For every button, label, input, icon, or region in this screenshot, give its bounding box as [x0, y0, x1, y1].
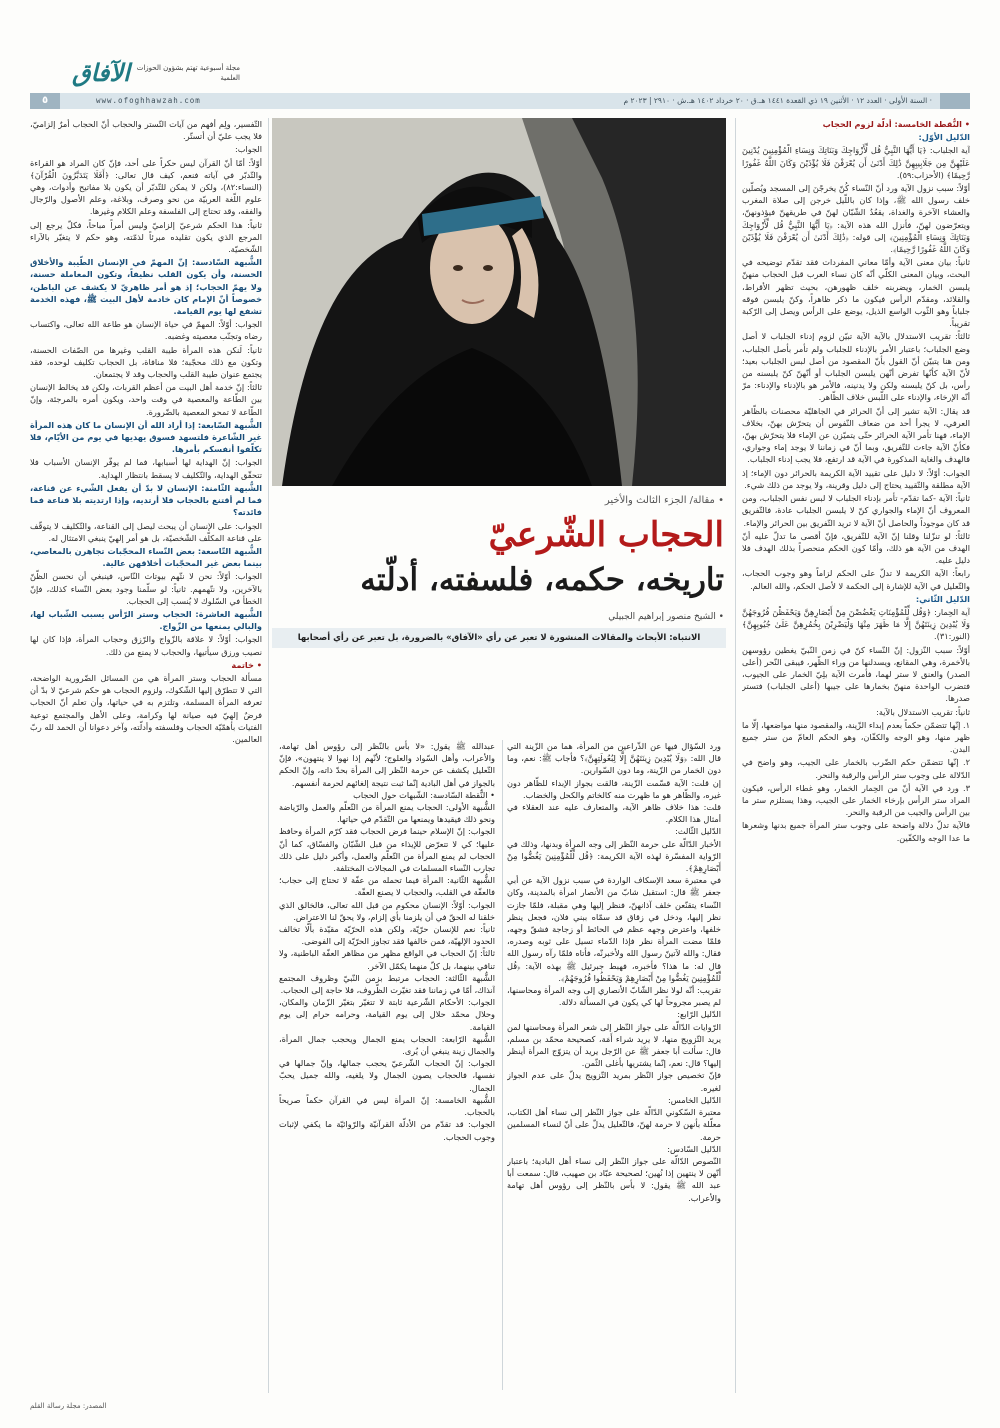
paragraph: ثالثاً: لو تنزّلنا وقلنا إنّ الآية للتّفريق، فإنّ أقصى ما تدلّ عليه أنّ الهدف من الآية هو ذلك، وأمّا كون الحكم منحصراً بذلك الهدف فلا دليل عليه. — [742, 530, 970, 566]
subsection-heading: الدّليل الخامس: — [668, 1094, 721, 1105]
text-column-middle-right — [507, 740, 721, 1390]
paragraph: ثالثاً: إنّ الحجاب في الواقع مظهر من مظاهر العفّة الباطنية، ولا تنافي بينهما، بل كلّ منهما يكمّل الآخر. — [279, 948, 495, 971]
paragraph: الأخبار الدّالّة على حرمة النّظر إلى وجه المرأة وبدنها، وذلك في الرّواية المفسّرة لهذه الآية الكريمة: ﴿قُل لِّلْمُؤْمِنِينَ يَغُضُّوا مِنْ أَبْصَارِهِمْ﴾. — [507, 838, 721, 874]
section-heading: • خاتمة — [231, 659, 262, 670]
paragraph: التّفسير، ولِم أفهم من آيات التّستر والحجاب أنّ الحجاب أمرٌ إلزاميّ، فلا يجب عليّ أن أتستّر. — [30, 119, 262, 142]
magazine-logo[interactable] — [72, 58, 252, 92]
column-divider — [502, 740, 503, 1390]
issue-info: · السنة الأولى · العدد ١٢ · الأثنين ١٩ ذي القعدة ١٤٤١ هـ.ق · ٢٠ خرداد ١٤٠٢ هـ.ش · ٢٩١٠ | ٢٠٢٣ م — [623, 96, 932, 105]
paragraph: الجواب: الأحكام الشّرعية ثابتة لا تتغيّر بتغيّر الزّمان والمكان، وحلال محمّد حلال إلى يوم القيامة، وحرامه حرام إلى يوم القيامة. — [279, 997, 495, 1032]
column-divider — [735, 118, 736, 1393]
doubt-heading: الشُّبهة الأولى: الحجاب يمنع المرأة من التّعلّم والعمل والرّياضة ونحو ذلك فيقيدها ويمنعها من التّقدّم في حياتها. — [279, 802, 495, 825]
doubt-heading: الشُّبهة الثّالثة: الحجاب مرتبط بزمن النّبيّ وظروف المجتمع آنذاك، أمّا في زماننا فقد تغيّرت الظّروف، فلا حاجة إلى الحجاب. — [279, 972, 495, 996]
paragraph: رابعاً: الآية الكريمة لا تدلّ على الحكم لزاماً وهو وجوب الحجاب، والتّعليل في الآية للإشارة إلى الحكمة لا لأصل الحكم، والله العالم. — [742, 568, 970, 591]
paragraph: الرّوايات الدّالّة على جواز النّظر إلى شعر المرأة ومحاسنها لمن يريد التّزويج منها، لا يريد شراء أَمَة، كصحيحة محمّد بن مسلم، قال: سألت أبا جعفر ﷺ عن الرّجل يريد أن يتزوّج المرأة أينظر إليها؟ قال: نعم، إنّما يشتريها بأغلى الثّمن. — [507, 1021, 721, 1069]
paragraph: الجواب: أوّلاً: لا دليل على تقييد الآية الكريمة بالحرائر دون الإماء؛ إذ الآية مطلقة والتّقييد يحتاج إلى دليل وقرينة، ولا يوجد من ذلك شيء. — [742, 467, 970, 490]
paragraph: النّصوص الدّالّة على جواز النّظر إلى نساء أهل البادية؛ باعتبار أنّهن لا ينتهين إذا نُهين؛ لصحيحة عبّاد بن صهيب، قال: سمعت أبا عبد الله ﷺ يقول: لا بأس بالنّظر إلى رؤوس أهل تهامة والأعراب. — [507, 1155, 721, 1203]
paragraph: ٣. ورد في الآية أنّ من الحِمار الخمار، وهو غطاء الرأس، فيكون المراد ستر الرأس بإرخاء الخمار على الجيب، وهذا يستلزم ستر ما بين الرأس والجيب من الرقبة والنحر. — [742, 782, 970, 818]
paragraph: ثالثاً: تقريب الاستدلال بالآية الآية تبيّن لزوم إدناء الجلباب لا أصل وضع الجلباب؛ باعتبار الأمر بالإدناء للجلباب ولم تأمر بأصل الجلباب، ومن هنا يتبيّن أنّ القول بأنّ المقصود من أصل لبس الجلباب بعيد؛ لأنّ الآية كأنّها تفرض أنّهن يلبسن الجلباب أو أنّهنّ كنّ يلبسنه من رأس، بل كنّ يلبسنه ولكن ولا يدنينه، فالأمر هو بالإدناء والإدناء: مرّ أنّه الإرخاء، والإدناء على اللّبس خلاف الظّاهر. — [742, 331, 970, 403]
doubt-heading: الشُّبهة السّابعة: إذا أراد الله أن الإنسان ما كان هذه المرأة غير الشّاعرة فلتسهد فسوق يهديها في يوم من الأيّام، فلا تكلّفوا أنفسكم بأمرها. — [30, 419, 262, 455]
paragraph: الجواب: أوّلاً: نحن لا نتّهم بيوتات النّاس، فينبغي أن نحسن الظّنّ بالآخرين، ولا نتّهمهم. ثانياً: لو سلّمنا وجود بعض النّساء كذلك، فإنّ الخطأ في السّلوك لا يُنسب إلى الحجاب. — [30, 571, 262, 606]
paragraph: إن قلت: الآية قسّمت الزّينة، فالقت بجواز الإبداء للظّاهر دون غيره، والظّاهر هو ما ظهرت منه كالخاتم والكحل والخضاب. — [507, 777, 721, 800]
paragraph: الجواب: أوّلاً: لا علاقة بالزّواج والرّزق وحجاب المرأة، فإذا كان لها نصيب ورزق سيأتيها، والحجاب لا يمنع من ذلك. — [30, 634, 262, 657]
paragraph: ورد السّؤال فيها عن الذّراعين من المرأة، هما من الزّينة التي قال الله: ﴿وَلَا يُبْدِينَ زِينَتَهُنَّ إِلَّا لِبُعُولَتِهِنَّ﴾؟ فأجاب ﷺ: نعم، وما دون الخمار من الزّينة، وما دون السّوارين. — [507, 741, 721, 776]
editorial-disclaimer: الانتباه: الأبحاث والمقالات المنشورة لا تعبر عن رأي «الآفاق» بالضرورة، بل تعبر عن رأي أصحابها — [272, 628, 726, 648]
paragraph: آية الجلباب: ﴿يَا أَيُّهَا النَّبِيُّ قُل لِّأَزْوَاجِكَ وَبَنَاتِكَ وَنِسَاءِ الْمُؤْمِنِينَ يُدْنِينَ عَلَيْهِنَّ مِن جَلَابِيبِهِنَّ ذَٰلِكَ أَدْنَىٰ أَن يُعْرَفْنَ فَلَا يُؤْذَيْنَ وَكَانَ اللَّهُ غَفُورًا رَّحِيمًا﴾ (الأحزاب:٥٩). — [742, 145, 970, 180]
text-column-right — [742, 118, 970, 1393]
subsection-heading: الدّليل الثّاني: — [915, 593, 970, 604]
page-number: ٥ — [30, 93, 60, 109]
doubt-heading: الشُّبهة الثّانية: المرأة فيما تحمله من عفّة لا تحتاج إلى حجاب؛ فالعفّة في القلب، والحجاب لا يصنع العفّة. — [279, 875, 495, 898]
doubt-heading: الشُّبهة الرّابعة: الحجاب يمنع الجمال ويحجب جمال المرأة، والجمال زينة ينبغي أن يُرى. — [279, 1033, 495, 1057]
paragraph: فالآية تدلّ دلالة واضحة على وجوب ستر المرأة جميع بدنها وشعرها ما عدا الوجه والكفّين. — [742, 820, 970, 843]
paragraph: تقريب: أنّه لولا نظر الشّابّ الأنصاري إلى وجه المرأة ومحاسنها، لم يصبر مجروحاً لها كي يكون في المسألة دلالة. — [507, 985, 721, 1008]
site-url[interactable]: www.ofoghhawzah.com — [96, 96, 201, 105]
paragraph: الجواب: إنّ الحجاب الشّرعيّ يحجب جمالها، وإنّ جمالها في نفسها، فالحجاب يصون الجمال ولا يلغيه، والله جميل يحبّ الجمال. — [279, 1058, 495, 1093]
paragraph: مسألة الحجاب وستر المرأة هي من المسائل الضّرورية الواضحة، التي لا تتطرّق إليها الشّكوك، ولزوم الحجاب هو حكم شرعيّ لا بدّ أن تعرفه المرأة المسلمة، وتلتزم به في حياتها، وأن تعلم أنّ الحجاب فرضٌ إلهيّ فيه صيانة لها وكرامة، وعلى الأهل والمجتمع توعية الفتيات بأهمّيّة الحجاب وفلسفته وأدلّته، وآخر دعوانا أن الحمد لله ربّ العالمين. — [30, 672, 262, 744]
paragraph: ١. إنّها تتضمّن حكماً بعدم إبداء الزّينة، والمقصود منها مواضعها، إلّا ما ظهر منها، وهو الوجه والكفّان، وهو الحكم العامّ من ستر جميع البدن. — [742, 719, 970, 755]
article-source: المصدر: مجلة رسالة القلم — [30, 1402, 107, 1410]
subsection-heading: الدّليل الرّابع: — [677, 1009, 721, 1020]
section-heading: • النُّقطة السّادسة: الشّبهات حول الحجاب — [353, 789, 495, 800]
paragraph: أوّلاً: سبب نزول الآية ورد أنّ النّساء كُنّ يخرجْنَ إلى المسجد ويُصلّين خلف رسول الله ﷺ، وإذا كان باللّيل خرجن إلى صلاة المغرب والعشاء الآخرة والغداة، يقعُدُ الشّبّان لهنّ في طريقهنّ فيؤذونهنّ، ويتعرّضون لهنّ، فأنزل الله هذه الآية: ﴿يَا أَيُّهَا النَّبِيُّ قُل لِّأَزْوَاجِكَ وَبَنَاتِكَ وَنِسَاءِ الْمُؤْمِنِينَ﴾ إلى قوله: ﴿ذَٰلِكَ أَدْنَىٰ أَن يُعْرَفْنَ فَلَا يُؤْذَيْنَ وَكَانَ اللَّهُ غَفُورًا رَّحِيمًا﴾. — [742, 183, 970, 255]
paragraph: ثالثاً: إنّ خدمة أهل البيت من أعظم القربات، ولكن قد يخالط الإنسان بين الطّاعة والمعصية في وقت واحد، ويكون أمره بالمرجئة، وإنّ الطّاعة لا تمحو المعصية بالضّرورة. — [30, 382, 262, 417]
doubt-heading: الشُّبهة الخامسة: إنّ المرأة ليس في القرآن حكماً صريحاً بالحجاب. — [279, 1094, 495, 1118]
header-block-right — [940, 93, 970, 109]
paragraph: ثانياً: نعم للإنسان حرّيّة، ولكن هذه الحرّيّة مقيّدة بألّا تخالف الحدود الإلهيّة، فمن خالفها فقد تجاوز الحرّيّة إلى الفوضى. — [279, 924, 495, 947]
paragraph: الجواب: قد تقدّم من الأدلّة القرآنيّة والرّوائيّة ما يكفي لإثبات وجوب الحجاب. — [279, 1119, 495, 1142]
doubt-heading: الشُّبهة التّاسعة: بعض النّساء المحجّبات تجاهرن بالمعاصي، بينما بعض غير المحجّبات أخلاقهن عالية. — [30, 545, 262, 569]
paragraph: الجواب: إنّ الإسلام حينما فرض الحجاب فقد كرّم المرأة وحافظ عليها؛ كي لا تتعرّض للإيذاء من قبل الشّبّان والفسّاق، كما أنّ الحجاب لم يمنع المرأة من التّعلّم والعمل، وأكبر دليل على ذلك تجارب النّساء المسلمات في المجالات المختلفة. — [279, 826, 495, 874]
text-column-middle-left — [279, 740, 495, 1390]
issue-strip — [30, 93, 970, 109]
paragraph: آية الحِمار: ﴿وَقُل لِّلْمُؤْمِنَاتِ يَغْضُضْنَ مِنْ أَبْصَارِهِنَّ وَيَحْفَظْنَ فُرُوجَهُنَّ وَلَا يُبْدِينَ زِينَتَهُنَّ إِلَّا مَا ظَهَرَ مِنْهَا وَلْيَضْرِبْنَ بِخُمُرِهِنَّ عَلَىٰ جُيُوبِهِنَّ﴾ (النور:٣١). — [742, 606, 970, 642]
paragraph: الجواب: إنّ الهداية لها أسبابها، فما لم يوفّر الإنسان الأسباب فلا تتحقّق الهداية، والتّكليف لا يسقط بانتظار الهداية. — [30, 457, 262, 480]
paragraph: قد يقال: الآية تشير إلى أنّ الحرائر في الجاهليّة محصنات بالظّاهر العرفي، لا يجرأ أحد من ضعاف النّفوس أن يتحرّش بهنّ، بخلاف الإماء، فهنا تأمر الآية الحرائر حتّى يتميّزن عن الإماء فلا يتحرّش بهنّ، فكأنّ الآية جاءت للتّفريق، وبما أنّ في زماننا لا يوجد إماء وجواري، فالهدف والغاية المذكورة في الآية قد ارتفع، فلا يجب إدناء الجلباب. — [742, 405, 970, 465]
paragraph: أوّلاً: سبب النّزول: إنّ النّساء كنّ في زمن النّبيّ يغطين رؤوسهن بالأخمرة، وهي المقانع، ويسدلنها من وراء الظّهر، فيبقى النّحر (أعلى الصدر) والعنق لا ستر لهما، فأمرت الآية بلِيّ الخمار على الجيوب، فتضرب الواحدة منهنّ بخمارها على جيبها (أعلى الجلباب) فتستر صدرها. — [742, 644, 970, 704]
text-column-left — [30, 118, 262, 1393]
logo-tagline: مجلة أسبوعية تهتم بشؤون الحوزات العلمية — [136, 64, 240, 82]
paragraph: الجواب: — [234, 144, 262, 155]
article-subtitle: تاريخه، حكمه، فلسفته، أدلّته — [360, 562, 724, 598]
paragraph: ثانياً: لَنكن هذه المرأة طيبة القلب وغيرها من الصّفات الحسنة، وتكون مع ذلك محجّبة؛ فلا منافاة، بل الحجاب تكليف لوحده، فقد يجتمع عنوان طيبة القلب والحجاب وقد لا يجتمعان. — [30, 344, 262, 380]
paragraph: ثانياً: تقريب الاستدلال بالآية: — [876, 706, 970, 717]
article-author: • الشيخ منصور إبراهيم الجبيلي — [608, 612, 724, 622]
subsection-heading: الدّليل الثّالث: — [675, 826, 721, 837]
article-title: الحجاب الشّرعيّ — [488, 515, 724, 555]
paragraph: أوّلاً: أمّا أنّ القرآن ليس حكراً على أحد، فإنّ كان المراد هو القراءة والتّدبّر في آياته فنعم، كيف قال تعالى: ﴿أَفَلَا يَتَدَبَّرُونَ الْقُرْآنَ﴾ (النساء:٨٢)، ولكن لا يمكن للتّدبّر أن يكون بلا مفاتيح وأدوات، وهي علوم اللّغة العربيّة من نحو وصرف، وبلاغة، وعلم الأصول والرّجال والفقه، وقد تحتاج إلى الفلسفة وعلم الكلام وغيرها. — [30, 157, 262, 217]
doubt-heading: الشُّبهة العاشرة: الحجاب وستر الرّأس يسبب الشّباب لها، والبالي يمنعها من الزّواج. — [30, 608, 262, 632]
photo-illustration — [272, 118, 726, 486]
subsection-heading: الدّليل الأوّل: — [918, 132, 970, 143]
paragraph: الجواب: أوّلاً: الإنسان محكوم من قبل الله تعالى، فالخالق الذي خلقنا له الحقّ في أن يلزمنا بأي إلزام، ولا يحقّ لنا الاعتراض. — [279, 899, 495, 922]
paragraph: فإنّ تخصيص جواز النّظر بمريد التّزويج يدلّ على عدم الجواز لغيره. — [507, 1070, 721, 1093]
paragraph: الجواب: على الإنسان أن يبحث ليصل إلى القناعة، والتّكليف لا يتوقّف على قناعة المكلّف الشّخصيّة، بل هو أمر إلهيّ ينبغي الامتثال له. — [30, 520, 262, 543]
doubt-heading: الشُّبهة السّادسة: إنّ المهمّ في الإنسان الطّيبة والأخلاق الحسنة، وأن يكون القلب نظيفاً، وتكون المعاملة حسنة، ولا يهمّ الحجاب؛ إذ هو أمر ظاهريّ لا يكشف عن الباطن، خصوصاً أنّ الإمام كان خادمة لأهل البيت ﷺ، فهذه الخدمة تشفع لها يوم القيامة. — [30, 257, 262, 317]
section-heading: • النُّقطة الخامسة: أدلّة لزوم الحجاب — [822, 119, 970, 129]
subsection-heading: الدّليل السّادس: — [667, 1143, 721, 1154]
hijab-photo — [272, 118, 726, 486]
article-kicker: • مقالة/ الجزء الثالث والأخير — [604, 495, 724, 506]
paragraph: ثانياً: هذا الحكم شرعيّ إلزاميّ وليس أمراً مباحاً، فكلّ يرجع إلى المرجع الذي يكون تقليده مبرئاً لذمّته، وهو حكم لا يتغيّر بالآراء الشّخصيّة. — [30, 219, 262, 255]
paragraph: قلت: هذا خلاف ظاهر الآية، والمتعارف عليه عند العقلاء في أمثال هذا الكلام. — [507, 802, 721, 825]
paragraph: ثانياً: الآية -كما تقدّم- تأمر بإدناء الجلباب لا لبس نفس الجلباب، ومن المعروف أنّ الإماء والجواري كنّ لا يلبسن الجلباب عادة، فالتّفريق قد كان موجوداً والحاصل أنّ الآية لا تريد التّفريق بين الحرائر والإماء. — [742, 493, 970, 528]
paragraph: ثانياً: بيان معنى الآية وأمّا معاني المفردات فقد تقدّم توضيحه في البحث، وبيان المعنى الكلّي أنّه كان نساء العرب قبل الحجاب منهنّ يلبسن الخمار، ويضربنه خلف ظهورهن، بحيث تظهر الأقراط، والقلائد، ومقدّم الرأس فيكون ما ذكر ظاهراً، وكنّ يلبسن فوقه جلباباً وهو الثّوب الواسع الذيل، يوضع على الرأس ويصل إلى الرّكبة تقريباً. — [742, 257, 970, 329]
paragraph: الجواب: أوّلاً: المهمّ في حياة الإنسان هو طاعة الله تعالى، واكتساب رضاه وتجنّب معصيته وغضبه. — [30, 319, 262, 342]
logo-word: الآفاق — [72, 58, 130, 87]
doubt-heading: الشُّبهة الثّامنة: الإنسان لا بدّ أن يفعل الشّيء عن قناعة، فما لم أقتنع بالحجاب فلا أرتديه، وإذا ارتديته بلا قناعة فما فائدته؟ — [30, 482, 262, 518]
column-divider — [268, 118, 269, 1393]
masthead — [0, 0, 1000, 110]
paragraph: ٢. إنّها تتضمّن حكم الضّرب بالخمار على الجيب، وهو واضح في الدّلالة على وجوب ستر الرأس والرقبة والنحر. — [742, 757, 970, 780]
paragraph: عبدالله ﷺ يقول: «لا بأس بالنّظر إلى رؤوس أهل تهامة، والأعراب، وأهل السّواد والعلوج؛ لأنّهم إذا نهوا لا ينتهون»، فإنّ التّعليل يكشف عن حرمة النّظر إلى المرأة بحدّ ذاته، وإنّ الحكم بالجواز في أهل البادية إنّما ثبت نتيجة إلغائهم لحرمة أنفسهم. — [279, 741, 495, 788]
paragraph: معتبرة السّكوني الدّالّة على جواز النّظر إلى نساء أهل الكتاب، معلّلة بأنهن لا حرمة لهنّ، فالتّعليل يدلّ على أنّ لنساء المسلمين حرمة. — [507, 1107, 721, 1142]
paragraph: في معتبرة سعد الإسكاف الواردة في سبب نزول الآية عن أبي جعفر ﷺ قال: استقبل شابّ من الأنصار امرأة بالمدينة، وكان النّساء يتقنّعن خلف آذانهنّ، فنظر إليها وهي مقبلة، فلمّا جازت نظر إليها، ودخل في زقاق قد سمّاه ببني فلان، فجعل ينظر خلفها، واعترض وجهه عظم في الحائط أو زجاجة فشقّ وجهه، فلمّا مضت المرأة نظر فإذا الدّماء تسيل على ثوبه وصدره، فقال: والله لآتينّ رسول الله ولأخبرنّه، فأتاه فلمّا رآه رسول الله قال له: ما هذا؟ فأخبره، فهبط جبرئيل ﷺ بهذه الآية: ﴿قُل لِّلْمُؤْمِنِينَ يَغُضُّوا مِنْ أَبْصَارِهِمْ وَيَحْفَظُوا فُرُوجَهُمْ﴾. — [507, 875, 721, 983]
